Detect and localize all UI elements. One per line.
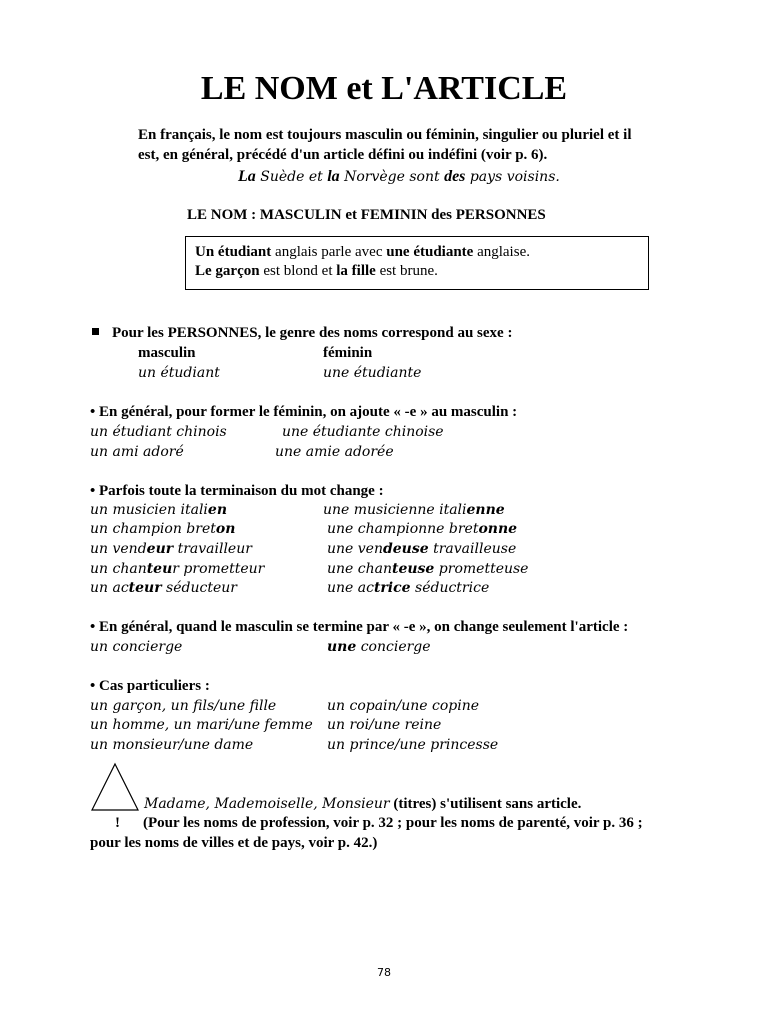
f-bold: teuse bbox=[392, 561, 435, 577]
page-number: 78 bbox=[377, 966, 391, 979]
m-pre: un musicien itali bbox=[90, 502, 208, 518]
warning-line-2: (Pour les noms de profession, voir p. 32 ; pour les noms de parenté, voir p. 36 ; bbox=[143, 815, 643, 831]
m-bold: teur bbox=[128, 580, 162, 596]
rule-2-row-1-f: une étudiante chinoise bbox=[282, 424, 444, 440]
rule-2-row-1-m: un étudiant chinois bbox=[90, 424, 227, 440]
rule-1-heading bbox=[92, 325, 512, 342]
warning-triangle-icon bbox=[90, 762, 140, 812]
f-bold: onne bbox=[478, 521, 518, 537]
rule-4-m: un concierge bbox=[90, 639, 183, 655]
rule-2-row-2-m: un ami adoré bbox=[90, 444, 184, 460]
box-bold-4: la fille bbox=[336, 263, 376, 279]
rule-1-bold: PERSONNES, bbox=[167, 325, 262, 341]
rule-5-row-2-f: un roi/une reine bbox=[327, 717, 442, 733]
example-text-3: pays voisins. bbox=[465, 169, 560, 185]
article-une: une bbox=[327, 639, 357, 655]
f-pre: une ven bbox=[327, 541, 383, 557]
rule-5-row-1-f: un copain/une copine bbox=[327, 698, 480, 714]
rule-5-row-3-m: un monsieur/une dame bbox=[90, 737, 254, 753]
m-post: r prometteur bbox=[172, 561, 265, 577]
m-bold: teu bbox=[146, 561, 173, 577]
m-pre: un vend bbox=[90, 541, 147, 557]
rule-3-row-5-f bbox=[327, 580, 489, 596]
article-des: des bbox=[444, 168, 466, 185]
rule-4-heading: • En général, quand le masculin se termine par « -e », on change seulement l'article : bbox=[90, 619, 629, 635]
rule-3-row-3-m bbox=[90, 541, 252, 557]
box-text-2: anglaise. bbox=[473, 244, 530, 260]
col-feminin: féminin bbox=[323, 345, 373, 361]
f-bold: enne bbox=[466, 502, 505, 518]
example-box bbox=[185, 236, 649, 290]
warning-line-3: pour les noms de villes et de pays, voir p. 42.) bbox=[90, 835, 378, 851]
warning-rest: (titres) s'utilisent sans article. bbox=[389, 796, 582, 812]
m-pre: un chan bbox=[90, 561, 147, 577]
rule-3-row-1-f bbox=[323, 502, 505, 518]
exclamation-mark: ! bbox=[115, 815, 120, 831]
box-text-1: anglais parle avec bbox=[271, 244, 387, 260]
article-la: La bbox=[238, 168, 256, 185]
rule-3-row-4-f bbox=[327, 561, 528, 577]
rule-2-heading: • En général, pour former le féminin, on ajoute « -e » au masculin : bbox=[90, 404, 518, 420]
rule-1-post: le genre des noms correspond au sexe : bbox=[261, 325, 513, 341]
m-bold: on bbox=[215, 521, 236, 537]
intro-example bbox=[238, 168, 560, 186]
section-heading: LE NOM : MASCULIN et FEMININ des PERSONNES bbox=[187, 207, 546, 223]
article-la-2: la bbox=[327, 168, 340, 185]
f-bold: trice bbox=[373, 580, 411, 596]
rule-3-heading: • Parfois toute la terminaison du mot change : bbox=[90, 483, 384, 499]
f-pre: une chan bbox=[327, 561, 392, 577]
m-pre: un champion bret bbox=[90, 521, 216, 537]
rule-2-row-2-f: une amie adorée bbox=[275, 444, 394, 460]
rule-3-row-5-m bbox=[90, 580, 237, 596]
m-bold: en bbox=[207, 502, 228, 518]
rule-3-row-2-m bbox=[90, 521, 235, 537]
warning-line-1 bbox=[144, 795, 581, 813]
rule-5-heading: • Cas particuliers : bbox=[90, 678, 210, 694]
f-post: séductrice bbox=[410, 580, 490, 596]
rule-1-pre: Pour les bbox=[112, 325, 168, 341]
intro-line-1: En français, le nom est toujours masculin ou féminin, singulier ou pluriel et il bbox=[138, 127, 632, 143]
rule-5-row-1-m: un garçon, un fils/une fille bbox=[90, 698, 277, 714]
rule-5-row-3-f: un prince/une princesse bbox=[327, 737, 499, 753]
ex-masc: un étudiant bbox=[138, 365, 220, 381]
box-text-3: est blond et bbox=[259, 263, 337, 279]
page-title: LE NOM et L'ARTICLE bbox=[200, 70, 568, 107]
m-post: séducteur bbox=[161, 580, 237, 596]
rule-4-f-post: concierge bbox=[356, 639, 431, 655]
m-pre: un ac bbox=[90, 580, 129, 596]
f-post: travailleuse bbox=[428, 541, 517, 557]
f-pre: une ac bbox=[327, 580, 374, 596]
example-text-2: Norvège sont bbox=[339, 169, 445, 185]
example-text: Suède et bbox=[255, 169, 328, 185]
f-pre: une championne bret bbox=[327, 521, 479, 537]
rule-5-row-2-m: un homme, un mari/une femme bbox=[90, 717, 313, 733]
box-text-4: est brune. bbox=[375, 263, 438, 279]
box-bold-3: Le garçon bbox=[195, 263, 260, 279]
rule-3-row-1-m bbox=[90, 502, 227, 518]
f-bold: deuse bbox=[382, 541, 429, 557]
col-masculin: masculin bbox=[138, 345, 196, 361]
m-bold: eur bbox=[146, 541, 174, 557]
titles-text: Madame, Mademoiselle, Monsieur bbox=[144, 796, 390, 812]
intro-line-2: est, en général, précédé d'un article défini ou indéfini (voir p. 6). bbox=[138, 147, 548, 163]
box-bold-2: une étudiante bbox=[386, 244, 474, 260]
f-pre: une musicienne itali bbox=[323, 502, 467, 518]
rule-3-row-2-f bbox=[327, 521, 517, 537]
box-line-2 bbox=[195, 263, 438, 280]
square-bullet-icon bbox=[92, 328, 99, 335]
ex-fem: une étudiante bbox=[323, 365, 422, 381]
box-bold-1: Un étudiant bbox=[195, 244, 272, 260]
f-post: prometteuse bbox=[434, 561, 529, 577]
rule-3-row-3-f bbox=[327, 541, 516, 557]
box-line-1 bbox=[195, 244, 530, 261]
rule-3-row-4-m bbox=[90, 561, 264, 577]
rule-4-f bbox=[327, 639, 431, 655]
m-post: travailleur bbox=[173, 541, 252, 557]
